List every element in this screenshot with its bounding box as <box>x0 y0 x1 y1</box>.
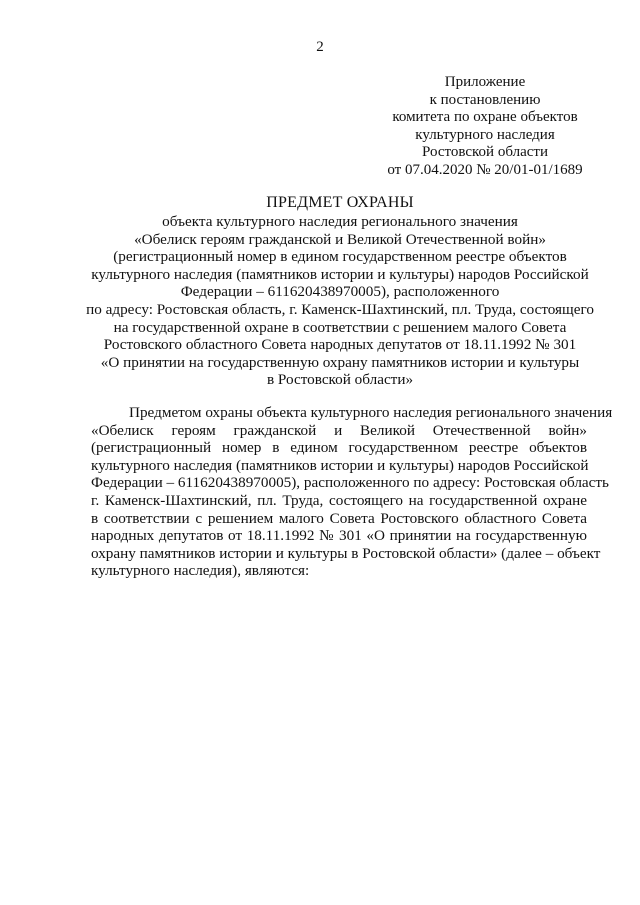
appendix-line: Ростовской области <box>422 144 548 161</box>
paragraph-line: г. Каменск-Шахтинский, пл. Труда, состоящего на государственной охране <box>91 491 587 509</box>
paragraph-line: «Обелиск героям гражданской и Великой Отечественной войн» <box>91 421 587 439</box>
paragraph-line: Федерации – 611620438970005), расположенного по адресу: Ростовская область <box>91 474 609 492</box>
document-title: ПРЕДМЕТ ОХРАНЫ <box>266 194 414 211</box>
paragraph-line: Предметом охраны объекта культурного наследия регионального значения <box>129 404 613 421</box>
paragraph-line: народных депутатов от 18.11.1992 № 301 «О принятии на государственную <box>91 527 587 545</box>
heading-line: по адресу: Ростовская область, г. Каменск-Шахтинский, пл. Труда, состоящего <box>86 300 594 318</box>
paragraph-line: культурного наследия), являются: <box>91 562 310 580</box>
body-paragraph <box>91 404 613 580</box>
heading-line: культурного наследия (памятников истории и культуры) народов Российской <box>91 265 589 283</box>
appendix-block <box>380 74 590 180</box>
heading-line: на государственной охране в соответствии с решением малого Совета <box>113 318 567 336</box>
appendix-line: от 07.04.2020 № 20/01-01/1689 <box>387 161 583 178</box>
page-number: 2 <box>316 39 324 55</box>
appendix-line: комитета по охране объектов <box>392 109 578 126</box>
paragraph-line: (регистрационный номер в едином государственном реестре объектов <box>91 439 587 457</box>
heading-line: (регистрационный номер в едином государственном реестре объектов <box>113 248 567 266</box>
paragraph-line: культурного наследия (памятников истории и культуры) народов Российской <box>91 456 589 474</box>
heading-line: Ростовского областного Совета народных депутатов от 18.11.1992 № 301 <box>103 336 577 354</box>
appendix-line: к постановлению <box>429 91 541 108</box>
appendix-line: Приложение <box>444 74 526 90</box>
paragraph-line: охрану памятников истории и культуры в Ростовской области» (далее – объект <box>91 544 601 562</box>
document-heading <box>60 193 620 389</box>
appendix-line: культурного наследия <box>415 126 555 143</box>
heading-line: «Обелиск героям гражданской и Великой Отечественной войн» <box>134 230 546 248</box>
paragraph-line: в соответствии с решением малого Совета Ростовского областного Совета <box>91 509 587 527</box>
heading-line: в Ростовской области» <box>266 371 414 389</box>
heading-line: «О принятии на государственную охрану памятников истории и культуры <box>100 353 580 371</box>
heading-line: Федерации – 611620438970005), расположенного <box>180 283 500 301</box>
heading-line: объекта культурного наследия регионального значения <box>162 213 518 230</box>
